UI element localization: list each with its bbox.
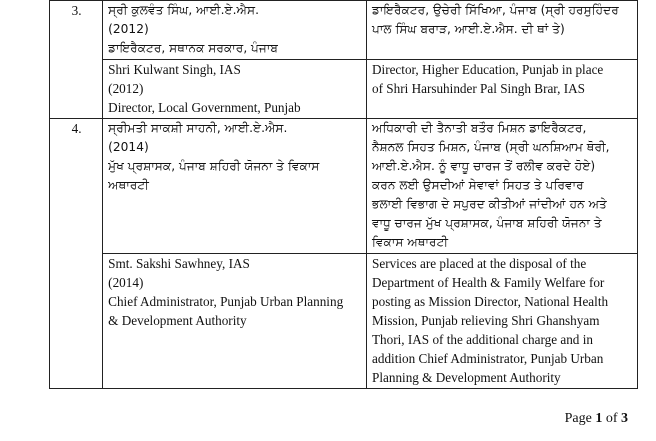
officer-current-post: Director, Local Government, Punjab — [108, 100, 301, 115]
posting-cell-punjabi — [367, 119, 638, 254]
posting-line: of Shri Harsuhinder Pal Singh Brar, IAS — [372, 81, 586, 96]
posting-line: ਡਾਇਰੈਕਟਰ, ਉਚੇਰੀ ਸਿੱਖਿਆ, ਪੰਜਾਬ (ਸ੍ਰੀ ਹਰਸੁਹਿੰਦਰ — [372, 3, 619, 17]
officer-batch: (2014) — [108, 275, 144, 290]
officer-cell-punjabi — [103, 1, 367, 60]
officer-batch: (2014) — [108, 140, 149, 154]
posting-line: ਵਾਧੂ ਚਾਰਜ ਮੁੱਖ ਪ੍ਰਸ਼ਾਸਕ, ਪੰਜਾਬ ਸ਼ਹਿਰੀ ਯੋਜਨਾ ਤੇ — [372, 216, 602, 230]
table-row — [50, 254, 638, 389]
posting-line: Department of Health & Family Welfare for — [372, 275, 605, 290]
page-of: of — [605, 411, 618, 426]
posting-line: Planning & Development Authority — [372, 370, 561, 385]
officer-cell-english — [103, 254, 367, 389]
posting-line: ਅਧਿਕਾਰੀ ਦੀ ਤੈਨਾਤੀ ਬਤੌਰ ਮਿਸ਼ਨ ਡਾਇਰੈਕਟਰ, — [372, 121, 587, 135]
officer-cell-punjabi — [103, 119, 367, 254]
posting-cell-english — [367, 60, 638, 119]
posting-line: ਵਿਕਾਸ ਅਥਾਰਟੀ — [372, 235, 449, 249]
posting-line: posting as Mission Director, National Health — [372, 294, 609, 309]
officer-name: Shri Kulwant Singh, IAS — [108, 62, 241, 77]
serial-number: 3. — [50, 1, 103, 119]
officer-current-post: Chief Administrator, Punjab Urban Planning — [108, 294, 344, 309]
posting-line: ਭਲਾਈ ਵਿਭਾਗ ਦੇ ਸਪੁਰਦ ਕੀਤੀਆਂ ਜਾਂਦੀਆਂ ਹਨ ਅਤੇ — [372, 197, 607, 211]
page-current: 1 — [595, 411, 603, 426]
table-row — [50, 119, 638, 254]
posting-line: Services are placed at the disposal of the — [372, 256, 587, 271]
officer-current-post: ਮੁੱਖ ਪ੍ਰਸ਼ਾਸਕ, ਪੰਜਾਬ ਸ਼ਹਿਰੀ ਯੋਜਨਾ ਤੇ ਵਿਕਾਸ — [108, 159, 320, 173]
officer-name: ਸ੍ਰੀਮਤੀ ਸਾਕਸ਼ੀ ਸਾਹਨੀ, ਆਈ.ਏ.ਐਸ. — [108, 121, 288, 135]
table-row — [50, 1, 638, 60]
page-total: 3 — [621, 411, 628, 426]
officer-current-post: ਅਥਾਰਟੀ — [108, 178, 149, 192]
page-number — [565, 411, 628, 427]
posting-line: Director, Higher Education, Punjab in place — [372, 62, 604, 77]
page-edge — [0, 0, 6, 441]
posting-cell-english — [367, 254, 638, 389]
officer-cell-english — [103, 60, 367, 119]
transfer-orders-table — [49, 0, 638, 389]
table-row — [50, 60, 638, 119]
officer-current-post: ਡਾਇਰੈਕਟਰ, ਸਥਾਨਕ ਸਰਕਾਰ, ਪੰਜਾਬ — [108, 41, 278, 55]
posting-line: Mission, Punjab relieving Shri Ghanshyam — [372, 313, 600, 328]
posting-cell-punjabi — [367, 1, 638, 60]
posting-line: ਕਰਨ ਲਈ ਉਸਦੀਆਂ ਸੇਵਾਵਾਂ ਸਿਹਤ ਤੇ ਪਰਿਵਾਰ — [372, 178, 584, 192]
officer-current-post: & Development Authority — [108, 313, 247, 328]
posting-line: ਪਾਲ ਸਿੰਘ ਬਰਾੜ, ਆਈ.ਏ.ਐਸ. ਦੀ ਥਾਂ ਤੇ) — [372, 22, 565, 36]
officer-batch: (2012) — [108, 22, 149, 36]
serial-number: 4. — [50, 119, 103, 389]
posting-line: Thori, IAS of the additional charge and in — [372, 332, 593, 347]
posting-line: ਆਈ.ਏ.ਐਸ. ਨੂੰ ਵਾਧੂ ਚਾਰਜ ਤੋਂ ਰਲੀਵ ਕਰਦੇ ਹੋਏ) — [372, 159, 596, 173]
officer-batch: (2012) — [108, 81, 144, 96]
page-label: Page — [564, 411, 592, 426]
officer-name: ਸ੍ਰੀ ਕੁਲਵੰਤ ਸਿੰਘ, ਆਈ.ਏ.ਐਸ. — [108, 3, 259, 17]
posting-line: addition Chief Administrator, Punjab Urban — [372, 351, 604, 366]
officer-name: Smt. Sakshi Sawhney, IAS — [108, 256, 250, 271]
posting-line: ਨੈਸ਼ਨਲ ਸਿਹਤ ਮਿਸ਼ਨ, ਪੰਜਾਬ (ਸ੍ਰੀ ਘਨਸ਼ਿਆਮ ਥੋਰੀ, — [372, 140, 610, 154]
